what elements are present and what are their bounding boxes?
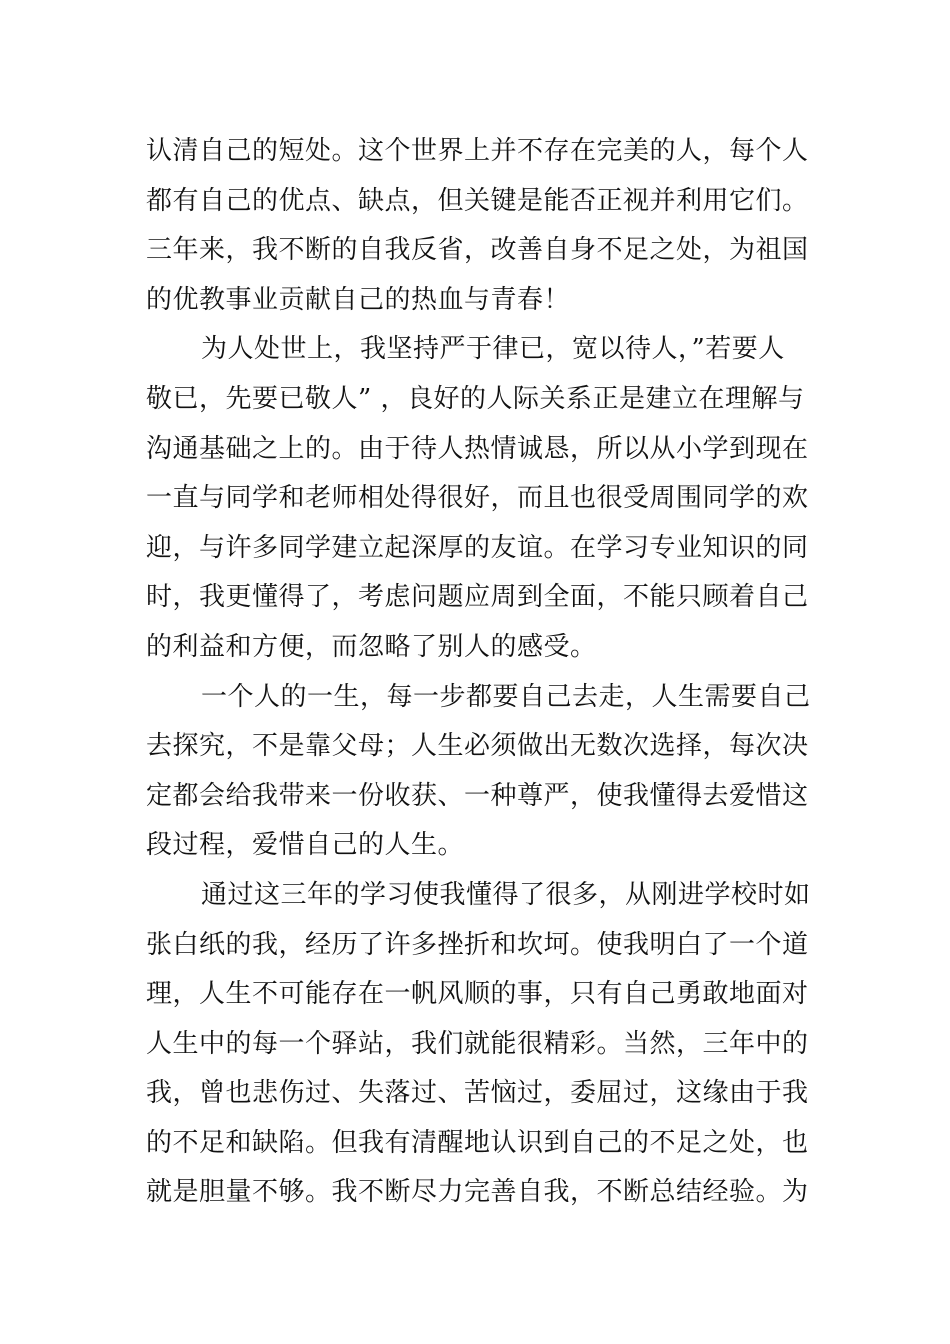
text-line: 的不足和缺陷。但我有清醒地认识到自己的不足之处，也: [146, 1127, 809, 1158]
document-body: [146, 127, 811, 1218]
paragraph-first-line: 通过这三年的学习使我懂得了很多，从刚进学校时如: [201, 879, 811, 910]
text-line: 一直与同学和老师相处得很好，而且也很受周围同学的欢: [146, 483, 809, 514]
text-line: 沟通基础之上的。由于待人热情诚恳，所以从小学到现在: [146, 433, 809, 464]
text-line: 的优教事业贡献自己的热血与青春！: [146, 284, 571, 315]
text-line: 就是胆量不够。我不断尽力完善自我，不断总结经验。为: [146, 1177, 809, 1208]
text-line: 认清自己的短处。这个世界上并不存在完美的人，每个人: [146, 136, 809, 166]
text-line: 我，曾也悲伤过、失落过、苦恼过，委屈过，这缘由于我: [146, 1078, 809, 1109]
text-line: 定都会给我带来一份收获、一种尊严，使我懂得去爱惜这: [146, 780, 809, 811]
text-line: 迎，与许多同学建立起深厚的友谊。在学习专业知识的同: [146, 532, 809, 563]
text-line: 去探究，不是靠父母；人生必须做出无数次选择，每次决: [146, 731, 809, 762]
text-line: 张白纸的我，经历了许多挫折和坎坷。使我明白了一个道: [146, 929, 809, 960]
text-line: 理，人生不可能存在一帆风顺的事，只有自己勇敢地面对: [146, 979, 809, 1010]
text-line: 时，我更懂得了，考虑问题应周到全面，不能只顾着自己: [146, 582, 809, 613]
text-line: 敬已，先要已敬人” ，良好的人际关系正是建立在理解与: [146, 383, 805, 414]
text-line: 人生中的每一个驿站，我们就能很精彩。当然，三年中的: [146, 1028, 809, 1059]
text-line: 段过程，爱惜自己的人生。: [146, 830, 465, 861]
paragraph-first-line: 一个人的一生，每一步都要自己去走，人生需要自己: [201, 681, 811, 712]
text-line: 三年来，我不断的自我反省，改善自身不足之处，为祖国: [146, 235, 809, 266]
text-line: 都有自己的优点、缺点，但关键是能否正视并利用它们。: [146, 185, 809, 216]
paragraph-first-line: 为人处世上，我坚持严于律已，宽以待人，”若要人: [201, 334, 785, 365]
text-line: 的利益和方便，而忽略了别人的感受。: [146, 631, 597, 662]
